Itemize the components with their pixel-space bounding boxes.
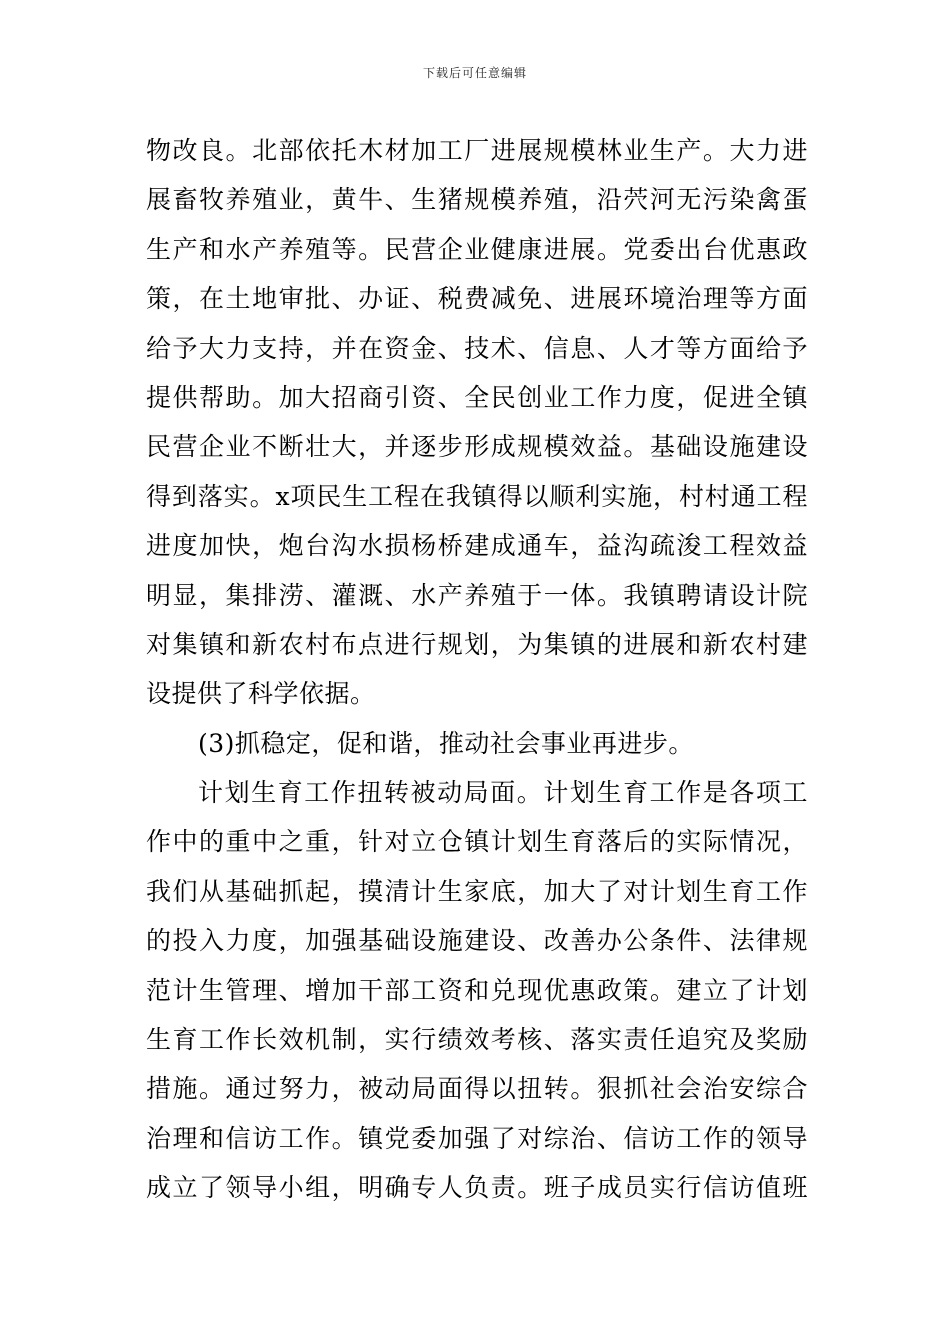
- text-line: 对集镇和新农村布点进行规划，为集镇的进展和新农村建: [146, 629, 808, 659]
- text-line: 计划生育工作扭转被动局面。计划生育工作是各项工: [198, 778, 808, 808]
- text-line: 的投入力度，加强基础设施建设、改善办公条件、法律规: [146, 926, 808, 956]
- text-line: 民营企业不断壮大，并逐步形成规模效益。基础设施建设: [146, 432, 808, 462]
- text-line: 生产和水产养殖等。民营企业健康进展。党委出台优惠政: [146, 234, 808, 264]
- text-line: 治理和信访工作。镇党委加强了对综治、信访工作的领导: [146, 1123, 808, 1153]
- text-line: 得到落实。x项民生工程在我镇得以顺利实施，村村通工程: [146, 481, 808, 511]
- text-line: 明显，集排涝、灌溉、水产养殖于一体。我镇聘请设计院: [146, 580, 808, 610]
- text-line: 生育工作长效机制，实行绩效考核、落实责任追究及奖励: [146, 1025, 808, 1055]
- text-line: 范计生管理、增加干部工资和兑现优惠政策。建立了计划: [146, 975, 808, 1005]
- text-line: 成立了领导小组，明确专人负责。班子成员实行信访值班: [146, 1173, 808, 1203]
- text-line: 措施。通过努力，被动局面得以扭转。狠抓社会治安综合: [146, 1074, 808, 1104]
- text-line: 设提供了科学依据。: [146, 679, 376, 709]
- text-line: 物改良。北部依托木材加工厂进展规模林业生产。大力进: [146, 136, 808, 165]
- text-line: 提供帮助。加大招商引资、全民创业工作力度，促进全镇: [146, 382, 808, 412]
- header-note: 下载后可任意编辑: [422, 66, 527, 80]
- text-line: 策，在土地审批、办证、税费减免、进展环境治理等方面: [146, 284, 808, 314]
- document-body: [146, 126, 808, 1213]
- text-line: 展畜牧养殖业，黄牛、生猪规模养殖，沿茓河无污染禽蛋: [146, 185, 808, 215]
- section-heading: (3)抓稳定，促和谐，推动社会事业再进步。: [198, 728, 694, 758]
- text-line: 给予大力支持，并在资金、技术、信息、人才等方面给予: [146, 333, 808, 363]
- text-line: 进度加快，炮台沟水损杨桥建成通车，益沟疏浚工程效益: [146, 531, 808, 561]
- text-line: 作中的重中之重，针对立仓镇计划生育落后的实际情况，: [146, 827, 808, 857]
- text-line: 我们从基础抓起，摸清计生家底，加大了对计划生育工作: [146, 876, 808, 906]
